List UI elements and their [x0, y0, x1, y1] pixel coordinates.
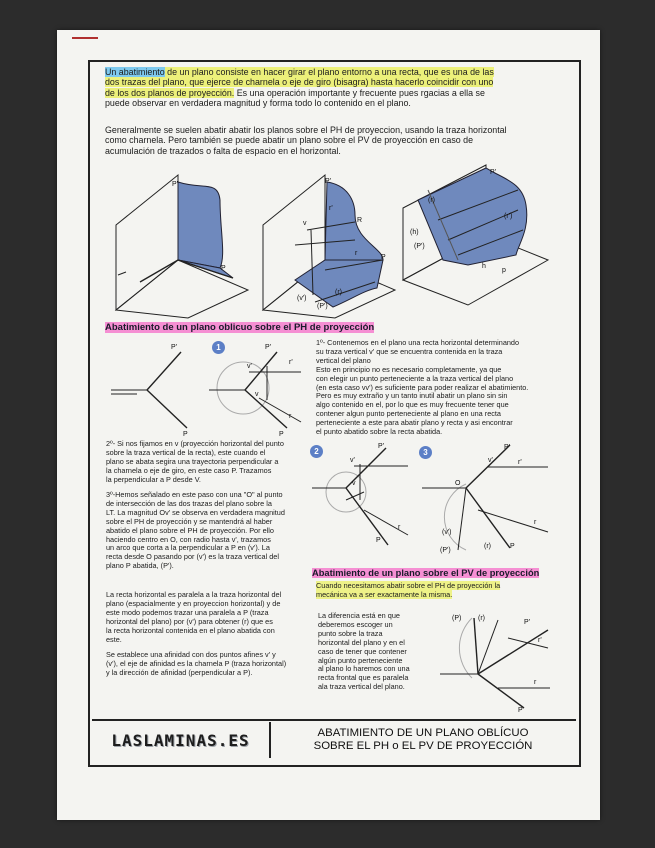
f3-label-h: (h)	[410, 229, 419, 236]
step-number-2: 2	[310, 445, 323, 458]
step-line: su traza vertical v' que se encuentra contenida en la traza	[316, 346, 503, 356]
red-mark	[72, 37, 98, 39]
step-line: Esto en principio no es necesario completamente, ya que	[316, 364, 502, 374]
sd-label-pprime: P'	[504, 444, 511, 451]
f3-label-rprime: (r')	[504, 213, 513, 220]
step-line: con elegir un punto perteneciente a la traza vertical del plano	[316, 373, 514, 383]
se-label-pprime: P'	[524, 619, 531, 626]
f2-label-R: R	[357, 217, 363, 224]
sc-label-r: r	[398, 524, 401, 531]
se-label-pp: (P)	[452, 615, 462, 622]
body-line: ala traza vertical del plano.	[318, 682, 405, 692]
section-title-text: Abatimiento de un plano sobre el PV de proyección	[312, 568, 540, 578]
step-line: este.	[106, 634, 122, 644]
body-line: algún punto perteneciente	[318, 655, 403, 665]
step-line: 3º-Hemos señalado en este paso con una "O" al punto	[106, 490, 283, 499]
step-line: Pero es muy extraño y un tanto inutil abatir un plano sin sin	[316, 391, 508, 401]
f2-label-v: v	[303, 220, 307, 227]
sb-label-rprime: r'	[289, 359, 293, 366]
f2-label-pprime: P'	[325, 178, 332, 185]
intro-text: de los dos planos de proyección.	[105, 87, 235, 98]
hl-line: mecánica va a ser exactamente la misma.	[316, 589, 453, 599]
step-line: haciendo centro en O, con radio hasta v', trazamos	[106, 534, 271, 544]
step-5-text	[106, 651, 311, 678]
section-title-ph	[105, 322, 374, 333]
sc-label-vprime: v'	[350, 457, 355, 464]
step-line: horizontal del plano) por (v') para obtener (r) que es	[106, 616, 273, 626]
sc-label-v: v	[352, 480, 356, 487]
step-line: plano se abata segira una trayectoria perpendicular a	[106, 456, 279, 466]
sb-label-p: P	[279, 431, 284, 438]
sa-label-p: P	[183, 431, 188, 438]
footer-divider	[92, 719, 576, 721]
section-title-pv	[312, 568, 539, 578]
step-2-text	[106, 440, 311, 485]
step-line: (v'), el eje de afinidad es la charnela P (traza horizontal)	[106, 658, 287, 668]
sheet-title-line-1: ABATIMIENTO DE UN PLANO OBLÍCUO	[317, 727, 529, 739]
f2-label-p: P	[381, 254, 386, 261]
sc-label-p: P	[376, 537, 381, 544]
sd-label-p: P	[510, 543, 515, 550]
sd-label-vp: (v')	[442, 529, 452, 536]
f3-label-h2: h	[482, 263, 486, 270]
f2-label-pparen: (P')	[317, 303, 328, 310]
body-line: deberemos escoger un	[318, 619, 393, 629]
f3-label-p2: p	[502, 267, 506, 274]
step-line: vertical del plano	[316, 355, 371, 365]
se-label-p: P	[518, 707, 523, 714]
intro-text: puede observar en verdadera magnitud y forma todo lo contenido en el plano.	[105, 97, 411, 108]
sd-label-rparen: (r)	[484, 543, 491, 550]
step-3-text	[106, 491, 311, 571]
sa-label-pprime: P'	[171, 344, 178, 351]
step-line: el punto abatido sobre la recta abatida.	[316, 427, 443, 437]
step-line: sobre el PH de proyección y se mantendrá al haber	[106, 516, 273, 526]
step-number-1: 1	[212, 341, 225, 354]
f1-label-p: P	[221, 265, 226, 272]
step-line: este modo podemos trazar una paralela a P (traza	[106, 607, 269, 617]
site-logo: LASLAMINAS.ES	[92, 722, 271, 758]
step-line: plano (espacialmente y en proyeccion horizontal) y de	[106, 598, 281, 608]
step-number-3: 3	[419, 446, 432, 459]
sc-label-pprime: P'	[378, 443, 385, 450]
sb-label-pprime: P'	[265, 344, 272, 351]
section-2-highlight	[316, 582, 556, 600]
step-figure-b	[205, 338, 313, 438]
intro-text: como charnela. Pero también se puede abatir un plano sobre el PV de proyección en caso de	[105, 135, 474, 146]
intro-paragraph-2	[105, 125, 565, 156]
f2-label-rprime: r'	[329, 205, 333, 212]
hl-line: Cuando necesitamos abatir sobre el PH de proyección la	[316, 581, 501, 590]
se-label-r: r	[534, 679, 537, 686]
f1-label-pprime: P'	[172, 181, 179, 188]
step-line: (en esta caso vv') es suficiente para poder realizar el abatimiento.	[316, 382, 529, 392]
step-line: la perpendicular a P desde V.	[106, 474, 201, 484]
step-line: la recta horizontal contenida en el plano abatida con	[106, 625, 275, 635]
intro-text: acumulación de trazados o falta de espacio en el horizontal.	[105, 145, 341, 156]
intro-text: Es una operación importante y frecuente pues rgacias a ella se	[234, 87, 485, 98]
step-line: plano P abatida, (P').	[106, 561, 174, 571]
step-line: LT. La magnitud Ov' se observa en verdadera magnitud	[106, 507, 285, 517]
section-title-text: Abatimiento de un plano oblicuo sobre el PH de proyección	[105, 322, 375, 333]
body-line: al plano lo haremos con una	[318, 664, 410, 674]
figure-dihedral-3	[398, 160, 558, 310]
f2-label-vprime: (v')	[297, 295, 307, 302]
step-line: y la dirección de afinidad (perpendicular a P).	[106, 667, 253, 677]
body-line: horizontal del plano y en el	[318, 637, 405, 647]
step-line: de intersección de las dos trazas del plano sobre la	[106, 498, 272, 508]
sd-label-vprime: v'	[488, 457, 493, 464]
step-figure-d	[418, 440, 558, 565]
sb-label-r: r	[289, 413, 292, 420]
step-line: Se establece una afinidad con dos puntos afines v' y	[106, 650, 276, 659]
step-line: La recta horizontal es paralela a la traza horizontal del	[106, 590, 282, 599]
step-4-text	[106, 591, 311, 644]
f2-label-rparen: (r)	[335, 289, 342, 296]
sd-label-rprime: r'	[518, 459, 522, 466]
se-label-rprime: r'	[538, 637, 542, 644]
sd-label-o: O	[455, 480, 461, 487]
f2-label-r: r	[355, 250, 358, 257]
body-line: La diferencia está en que	[318, 611, 400, 620]
section-2-body	[318, 612, 438, 692]
intro-text: dos trazas del plano, que ejerce de charnela o eje de giro (bisagra) hasta hacerlo coincidir con uno	[105, 77, 494, 88]
sheet-title	[272, 722, 574, 758]
intro-text: Generalmente se suelen abatir abatir los planos sobre el PH de proyeccion, usando la traza horizontal	[105, 125, 507, 135]
step-1-text	[316, 339, 566, 437]
step-line: recta desde O pasando por (v') es la traza vertical del	[106, 552, 279, 562]
body-line: caso de tener que contener	[318, 646, 407, 656]
figure-dihedral-2	[255, 170, 403, 320]
intro-paragraph-1	[105, 67, 565, 108]
step-line: 2º- Si nos fijamos en v (proyección horizontal del punto	[106, 439, 284, 448]
sd-label-r: r	[534, 519, 537, 526]
se-label-rparen: (r)	[478, 615, 485, 622]
sb-label-vprime: v'	[247, 363, 252, 370]
body-line: punto sobre la traza	[318, 628, 383, 638]
step-figure-e	[438, 608, 563, 718]
step-line: 1º- Contenemos en el plano una recta horizontal determinando	[316, 338, 520, 347]
step-figure-a	[107, 338, 207, 438]
step-line: perteneciente a este para abatir plano y recta y asi encontrar	[316, 418, 513, 428]
f3-label-pparen: (P')	[414, 243, 425, 250]
f3-label-rparen: (r)	[428, 197, 435, 204]
f3-label-pprime: P'	[490, 169, 497, 176]
body-line: recta frontal que es paralela	[318, 673, 409, 683]
intro-text: de un plano consiste en hacer girar el plano entorno a una recta, que es una de las	[164, 67, 494, 77]
step-line: un arco que corta a la perpendicular a P en (v'). La	[106, 543, 270, 553]
sd-label-pp: (P')	[440, 547, 451, 554]
step-line: la charnela o eje de giro, en este caso P. Trazamos	[106, 465, 272, 475]
sheet-title-line-2: SOBRE EL PH o EL PV DE PROYECCIÓN	[313, 740, 533, 752]
step-line: algo contenido en el, por lo que es muy frecuente tener que	[316, 400, 509, 410]
sb-label-v: v	[255, 391, 259, 398]
step-line: sobre la traza vertical de la recta), este cuando el	[106, 447, 266, 457]
intro-term: Un abatimiento	[105, 67, 165, 77]
step-line: contener algun punto perteneciente al plano en una recta	[316, 409, 501, 419]
figure-dihedral-1	[108, 170, 256, 320]
step-line: abatido el plano sobre el PH de proyección. Por ello	[106, 525, 274, 535]
step-figure-c	[308, 440, 416, 565]
